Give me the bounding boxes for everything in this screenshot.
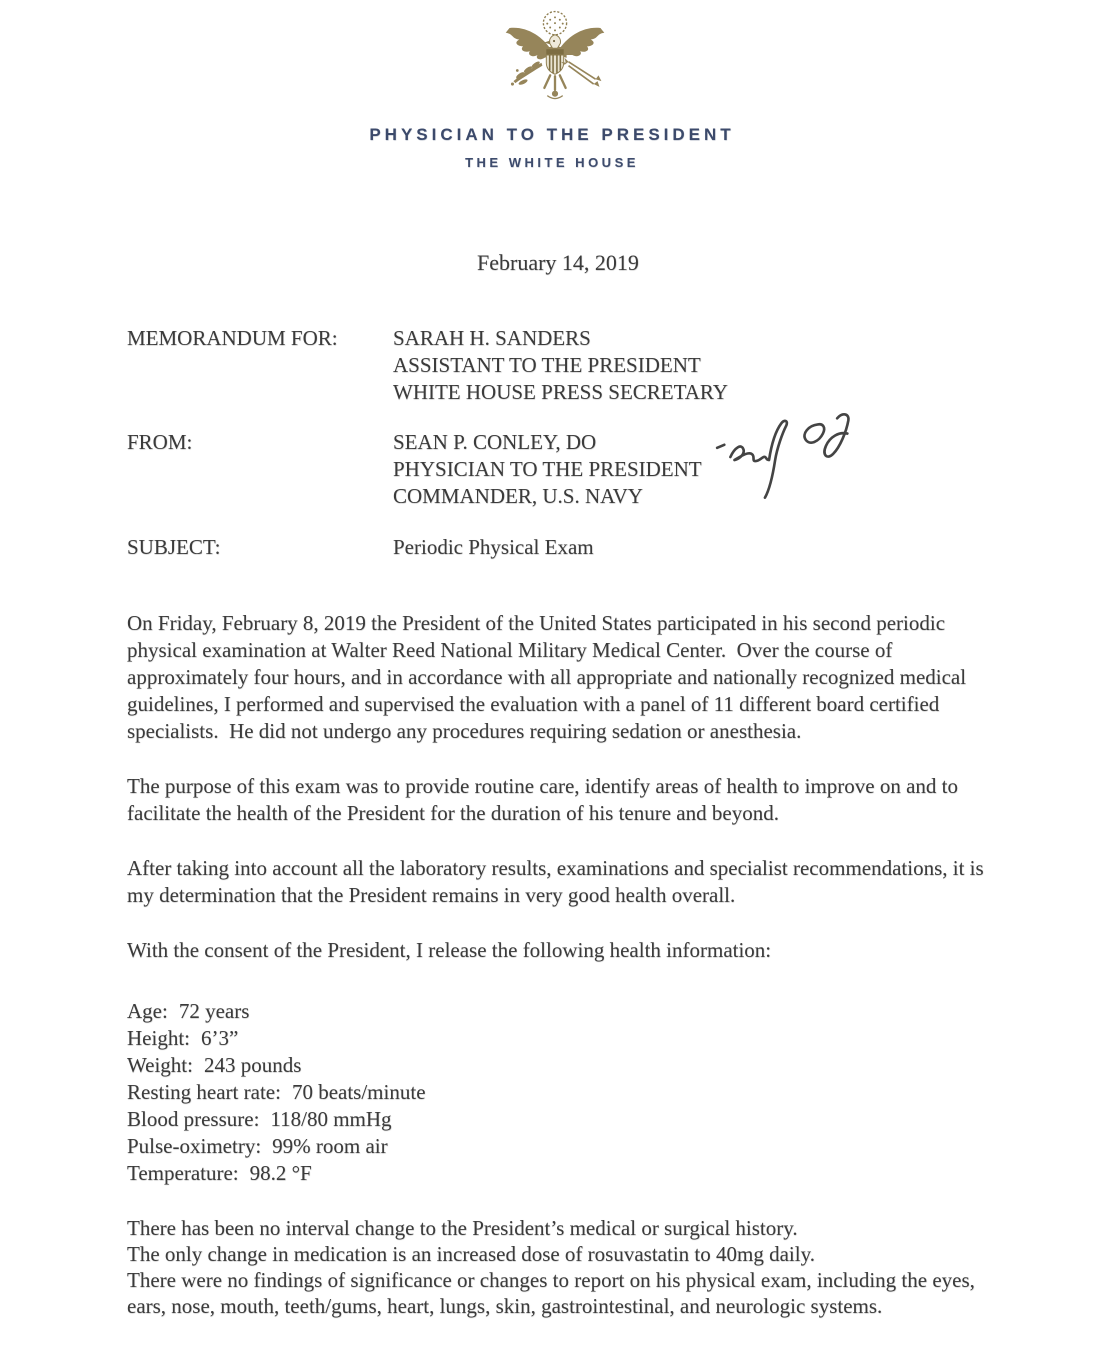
letterhead-title: PHYSICIAN TO THE PRESIDENT: [369, 125, 735, 144]
great-seal-icon: [497, 6, 613, 111]
vital-weight: [127, 1052, 999, 1079]
vital-resting-heart-rate: [127, 1079, 999, 1106]
vital-value: 6’3”: [201, 1026, 239, 1050]
vital-value: 99% room air: [272, 1134, 388, 1158]
sender-title-2: COMMANDER, U.S. NAVY: [393, 484, 643, 508]
vital-age: [127, 998, 999, 1025]
vital-label: Resting heart rate:: [127, 1080, 281, 1104]
vital-label: Weight:: [127, 1053, 193, 1077]
closing-line-findings: There were no findings of significance or changes to report on his physical exam, including the eyes, ears, nose, mouth, teeth/gums, heart, lungs, skin, gastrointestinal, and neurologic systems.: [127, 1268, 975, 1318]
paragraph-exam-overview: On Friday, February 8, 2019 the President of the United States participated in his second periodic physical examination at Walter Reed National Military Medical Center. Over the course of approximately four hours, and in accordance with all appropriate and nationally recognized medical guidelines, I performed and supervised the evaluation with a panel of 11 different board certified specialists. He did not undergo any procedures requiring sedation or anesthesia.: [127, 611, 972, 743]
field-from: [127, 429, 999, 510]
vital-blood-pressure: [127, 1106, 999, 1133]
letterhead-subtitle: THE WHITE HOUSE: [465, 155, 639, 170]
field-subject: [127, 534, 999, 561]
vital-value: 72 years: [178, 999, 250, 1023]
field-label: MEMORANDUM FOR:: [127, 326, 338, 350]
field-label: SUBJECT:: [127, 535, 221, 559]
vital-value: 70 beats/minute: [291, 1080, 426, 1104]
sender-name: SEAN P. CONLEY, DO: [393, 430, 597, 454]
closing-block: [127, 1215, 999, 1319]
sender-title-1: PHYSICIAN TO THE PRESIDENT: [393, 457, 702, 481]
vital-value: 243 pounds: [203, 1053, 302, 1077]
memo-body: [127, 325, 999, 1319]
closing-line-medication: The only change in medication is an increased dose of rosuvastatin to 40mg daily.: [127, 1242, 815, 1266]
vital-pulse-oximetry: [127, 1133, 999, 1160]
field-label: FROM:: [127, 430, 193, 454]
letterhead: [5, 6, 1100, 111]
vital-label: Blood pressure:: [127, 1107, 260, 1131]
paragraph-purpose: The purpose of this exam was to provide routine care, identify areas of health to improve on and to facilitate the health of the President for the duration of his tenure and beyond.: [127, 774, 964, 825]
field-memorandum-for: [127, 325, 999, 406]
paragraph-consent: With the consent of the President, I release the following health information:: [127, 938, 772, 962]
closing-line-history: There has been no interval change to the President’s medical or surgical history.: [127, 1216, 798, 1240]
recipient-name: SARAH H. SANDERS: [393, 326, 591, 350]
vital-label: Temperature:: [127, 1161, 239, 1185]
recipient-title-2: WHITE HOUSE PRESS SECRETARY: [393, 380, 728, 404]
vitals-list: [127, 998, 999, 1187]
field-value: [393, 325, 999, 406]
field-value: [393, 429, 999, 510]
memo-date: February 14, 2019: [477, 250, 639, 275]
paragraph-determination: After taking into account all the laboratory results, examinations and specialist recommendations, it is my determination that the President remains in very good health overall.: [127, 856, 989, 907]
vital-value: 98.2 °F: [249, 1161, 312, 1185]
vital-label: Pulse-oximetry:: [127, 1134, 262, 1158]
vital-value: 118/80 mmHg: [270, 1107, 392, 1131]
vital-label: Age:: [127, 999, 168, 1023]
vital-label: Height:: [127, 1026, 190, 1050]
field-value: [393, 534, 999, 561]
recipient-title-1: ASSISTANT TO THE PRESIDENT: [393, 353, 701, 377]
vital-height: [127, 1025, 999, 1052]
subject-text: Periodic Physical Exam: [393, 535, 594, 559]
vital-temperature: [127, 1160, 999, 1187]
